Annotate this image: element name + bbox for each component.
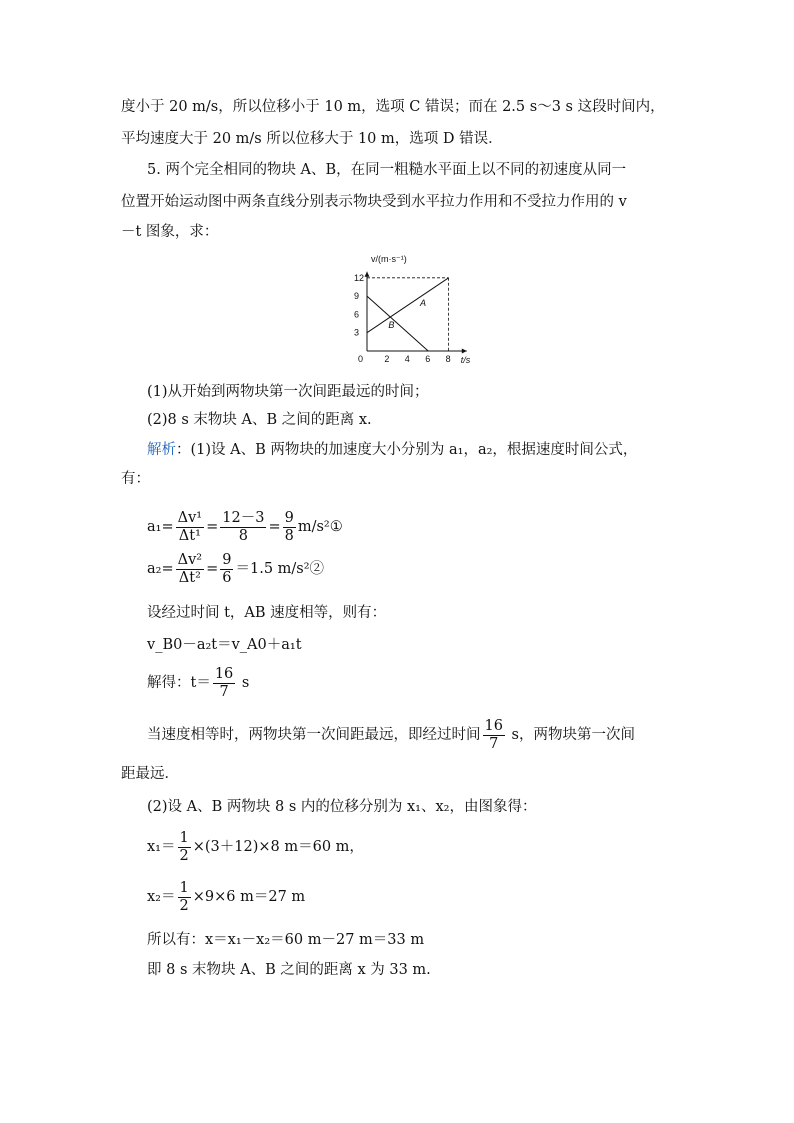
fraction-9-over-8 <box>283 510 296 545</box>
solution-line-1 <box>147 440 637 460</box>
solution-label: 解析 <box>147 442 176 458</box>
series-line-b <box>367 296 428 351</box>
x1-equation <box>147 828 364 866</box>
solve-unit: s <box>237 675 250 691</box>
equals: = <box>268 519 281 535</box>
frac-den: Δt¹ <box>178 527 201 544</box>
fraction-1-over-2 <box>178 830 191 865</box>
question-line-1: 5. 两个完全相同的物块 A、B，在同一粗糙水平面上以不同的初速度从同一 <box>147 162 627 178</box>
conclusion-line-1 <box>147 716 635 754</box>
x-tick-label: 8 <box>445 354 451 364</box>
solution-line-2: 有： <box>121 471 150 487</box>
question-line-3: －t 图象，求： <box>121 224 219 240</box>
solve-line <box>147 664 249 702</box>
x-axis-label: t/s <box>460 355 471 365</box>
question-line-2: 位置开始运动图中两条直线分别表示物块受到水平拉力作用和不受拉力作用的 v <box>121 194 627 210</box>
solve-prefix: 解得：t＝ <box>147 675 211 691</box>
fraction-12-3-over-8 <box>220 510 266 545</box>
x2-lhs: x₂＝ <box>147 889 176 905</box>
set-time-line: 设经过时间 t，AB 速度相等，则有： <box>147 605 387 621</box>
y-tick-label: 6 <box>354 309 360 320</box>
conclusion-suffix: s，两物块第一次间 <box>506 727 636 743</box>
frac-num: 12－3 <box>222 509 265 526</box>
eq-a1-unit: m/s²① <box>297 519 343 535</box>
series-line-a <box>367 278 449 333</box>
conclusion-line-2: 距最远． <box>121 766 179 782</box>
x1-rest: ×(3＋12)×8 m＝60 m， <box>192 839 364 855</box>
x-tick-label: 4 <box>404 354 410 364</box>
result-line: 所以有：x＝x₁－x₂＝60 m－27 m＝33 m <box>147 932 425 948</box>
velocity-equation: v_B0－a₂t＝v_A0＋a₁t <box>147 637 302 653</box>
y-tick-label: 9 <box>354 291 360 302</box>
text-line-1: 度小于 20 m/s，所以位移小于 10 m，选项 C 错误；而在 2.5 s～3 s 这段时间内， <box>121 99 665 115</box>
frac-den: 2 <box>179 847 189 864</box>
x1-lhs: x₁＝ <box>147 839 176 855</box>
x2-rest: ×9×6 m＝27 m <box>192 889 306 905</box>
frac-den: 6 <box>222 569 232 586</box>
fraction-9-over-6 <box>220 552 233 587</box>
equals: = <box>206 561 219 577</box>
equation-a2 <box>147 550 324 588</box>
series-label-a: A <box>420 297 427 308</box>
y-axis-arrow <box>365 272 370 277</box>
frac-num: 1 <box>179 829 189 846</box>
fraction-dv1-dt1 <box>176 510 204 545</box>
frac-num: Δv¹ <box>177 509 203 526</box>
y-axis-label: v/(m·s⁻¹) <box>371 254 407 264</box>
vt-graph <box>340 250 490 370</box>
fraction-1-over-2 <box>178 880 191 915</box>
frac-den: 7 <box>489 735 499 752</box>
x-axis-arrow <box>462 349 467 354</box>
sub-question-2: (2)8 s 末物块 A、B 之间的距离 x. <box>147 412 372 428</box>
y-tick-label: 12 <box>354 272 365 283</box>
final-line: 即 8 s 末物块 A、B 之间的距离 x 为 33 m. <box>147 962 431 978</box>
fraction-dv2-dt2 <box>176 552 204 587</box>
frac-den: Δt² <box>178 569 201 586</box>
equals: = <box>206 519 219 535</box>
equation-a1 <box>147 508 343 546</box>
frac-num: 16 <box>214 665 234 682</box>
frac-den: 8 <box>284 527 294 544</box>
frac-num: 16 <box>484 717 503 734</box>
frac-num: Δv² <box>177 551 203 568</box>
frac-num: 9 <box>222 551 232 568</box>
vt-graph-svg <box>340 250 490 366</box>
fraction-16-over-7 <box>483 718 505 753</box>
eq-a1-lhs: a₁= <box>147 519 174 535</box>
y-tick-label: 3 <box>354 327 360 338</box>
series-label-b: B <box>388 319 395 330</box>
text-line-2: 平均速度大于 20 m/s 所以位移大于 10 m，选项 D 错误． <box>121 131 503 147</box>
sub-question-1: (1)从开始到两物块第一次间距最远的时间； <box>147 384 429 400</box>
fraction-16-over-7 <box>213 666 235 701</box>
eq-a2-lhs: a₂= <box>147 561 174 577</box>
x-tick-label: 2 <box>384 354 390 364</box>
frac-num: 1 <box>179 879 189 896</box>
frac-den: 8 <box>238 527 248 544</box>
part2-line: (2)设 A、B 两物块 8 s 内的位移分别为 x₁、x₂，由图象得： <box>147 799 537 815</box>
solution-text: ：(1)设 A、B 两物块的加速度大小分别为 a₁，a₂，根据速度时间公式， <box>176 442 638 458</box>
eq-a2-rest: ＝1.5 m/s²② <box>235 561 325 577</box>
frac-den: 7 <box>219 683 229 700</box>
conclusion-prefix: 当速度相等时，两物块第一次间距最远，即经过时间 <box>147 727 481 743</box>
x-tick-label: 6 <box>425 354 431 364</box>
frac-den: 2 <box>179 897 189 914</box>
x2-equation <box>147 878 305 916</box>
x-tick-label: 0 <box>358 354 364 364</box>
frac-num: 9 <box>284 509 294 526</box>
